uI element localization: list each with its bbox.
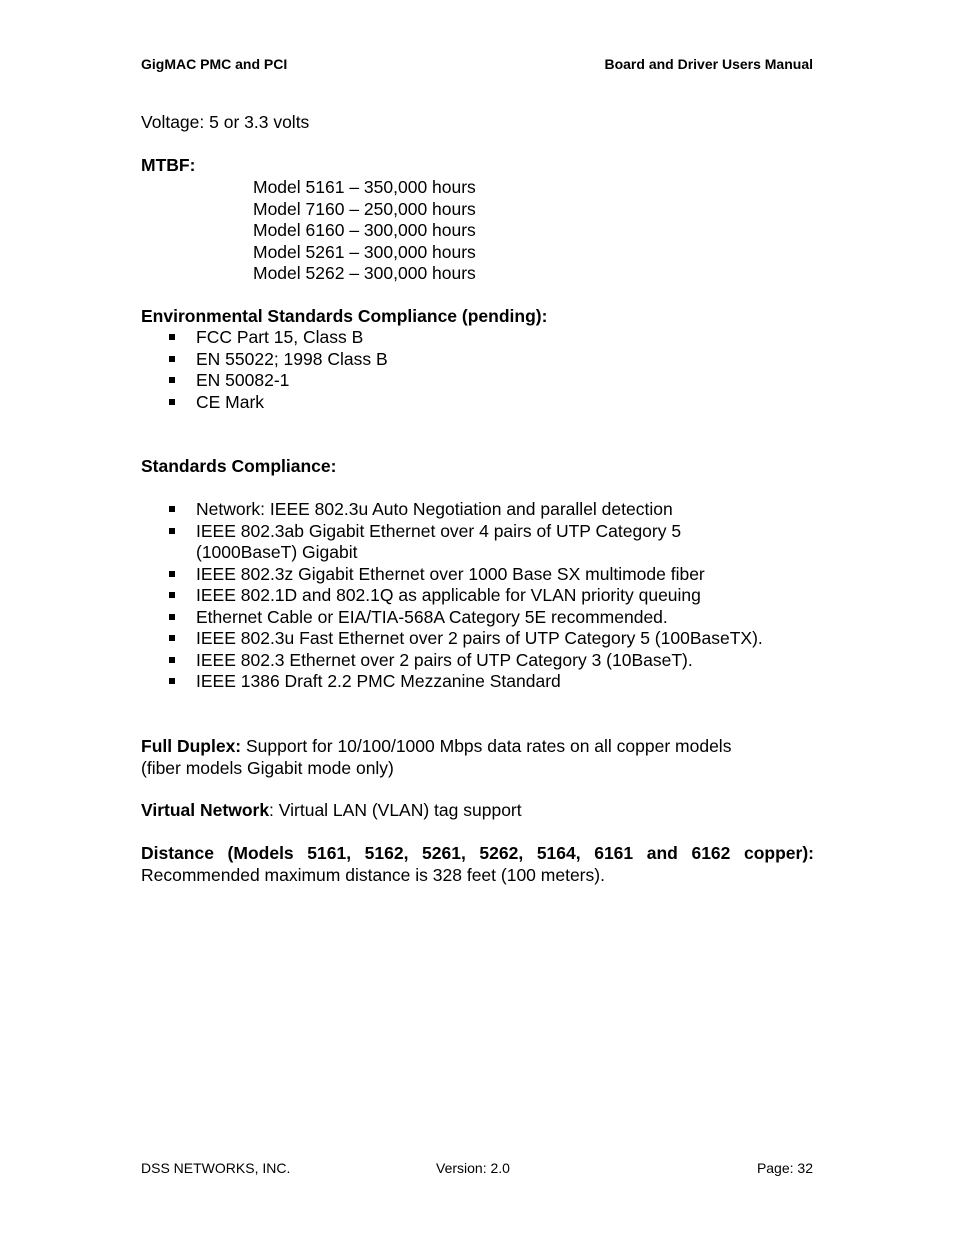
bullet-icon [169, 678, 175, 684]
bullet-icon [169, 334, 175, 340]
bullet-icon [169, 528, 175, 534]
virtual-network-text: : Virtual LAN (VLAN) tag support [269, 800, 522, 820]
list-item: IEEE 802.3u Fast Ethernet over 2 pairs of UTP Category 5 (100BaseTX). [141, 628, 831, 650]
virtual-network-paragraph [141, 800, 522, 822]
standards-list [141, 499, 831, 693]
distance-text: Recommended maximum distance is 328 feet (100 meters). [141, 865, 605, 885]
standards-heading: Standards Compliance: [141, 456, 337, 476]
list-item: CE Mark [141, 392, 821, 414]
list-item: FCC Part 15, Class B [141, 327, 821, 349]
footer-page-number: Page: 32 [756, 1160, 813, 1176]
bullet-icon [169, 657, 175, 663]
bullet-icon [169, 356, 175, 362]
list-item: IEEE 1386 Draft 2.2 PMC Mezzanine Standard [141, 671, 831, 693]
list-item: IEEE 802.3 Ethernet over 2 pairs of UTP Category 3 (10BaseT). [141, 650, 831, 672]
mtbf-heading: MTBF: [141, 155, 196, 175]
environmental-heading: Environmental Standards Compliance (pending): [141, 306, 548, 326]
mtbf-list [253, 177, 476, 285]
footer-company: DSS NETWORKS, INC. [141, 1160, 291, 1176]
list-item: IEEE 802.3ab Gigabit Ethernet over 4 pairs of UTP Category 5 (1000BaseT) Gigabit [141, 521, 736, 564]
list-item: Ethernet Cable or EIA/TIA-568A Category 5E recommended. [141, 607, 831, 629]
full-duplex-text: Support for 10/100/1000 Mbps data rates on all copper models [241, 736, 732, 756]
list-item: Network: IEEE 802.3u Auto Negotiation and parallel detection [141, 499, 831, 521]
virtual-network-label: Virtual Network [141, 800, 270, 820]
full-duplex-paragraph [141, 736, 831, 779]
footer-version: Version: 2.0 [436, 1160, 510, 1176]
header-title-left: GigMAC PMC and PCI [141, 56, 288, 72]
mtbf-item: Model 6160 – 300,000 hours [253, 220, 476, 240]
bullet-icon [169, 399, 175, 405]
bullet-icon [169, 592, 175, 598]
mtbf-item: Model 5262 – 300,000 hours [253, 263, 476, 283]
mtbf-item: Model 5261 – 300,000 hours [253, 241, 476, 262]
mtbf-item: Model 5161 – 350,000 hours [253, 177, 476, 197]
bullet-icon [169, 614, 175, 620]
voltage-text: Voltage: 5 or 3.3 volts [141, 112, 310, 132]
mtbf-item: Model 7160 – 250,000 hours [253, 198, 476, 219]
full-duplex-label: Full Duplex: [141, 736, 242, 756]
distance-label: Distance (Models 5161, 5162, 5261, 5262, 5164, 6161 and 6162 copper): [141, 843, 814, 863]
bullet-icon [169, 377, 175, 383]
bullet-icon [169, 571, 175, 577]
bullet-icon [169, 506, 175, 512]
bullet-icon [169, 635, 175, 641]
list-item: IEEE 802.3z Gigabit Ethernet over 1000 Base SX multimode fiber [141, 564, 831, 586]
full-duplex-text2: (fiber models Gigabit mode only) [141, 757, 394, 778]
header-title-right: Board and Driver Users Manual [604, 56, 813, 72]
list-item: IEEE 802.1D and 802.1Q as applicable for VLAN priority queuing [141, 585, 831, 607]
list-item: EN 55022; 1998 Class B [141, 349, 821, 371]
list-item: EN 50082-1 [141, 370, 821, 392]
environmental-list [141, 327, 821, 413]
